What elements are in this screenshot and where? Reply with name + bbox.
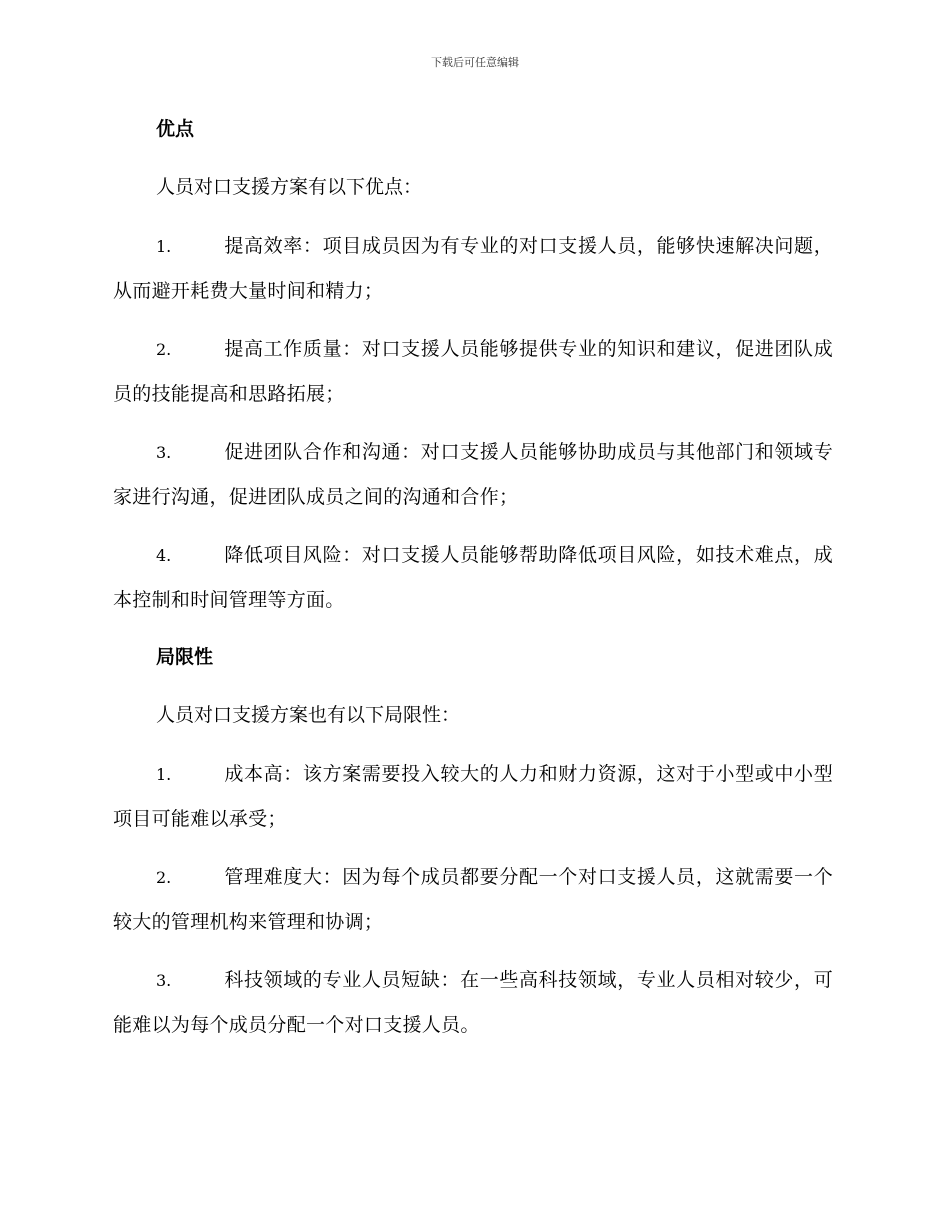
list-number: 3. (156, 971, 172, 990)
list-text: 降低项目风险：对口支援人员能够帮助降低项目风险，如技术难点，成本控制和时间管理等方面。 (113, 544, 833, 611)
list-number: 1. (156, 237, 172, 256)
list-number: 2. (156, 340, 172, 359)
list-text: 管理难度大：因为每个成员都要分配一个对口支援人员，这就需要一个较大的管理机构来管理和协调； (113, 866, 833, 933)
section-limitations (113, 636, 833, 1047)
section-intro: 人员对口支援方案也有以下局限性： (156, 704, 461, 726)
list-item (113, 224, 833, 313)
list-item (113, 327, 833, 416)
list-item (113, 855, 833, 944)
list-number: 4. (156, 546, 172, 565)
header-note: 下载后可任意编辑 (431, 56, 519, 69)
list-number: 3. (156, 443, 172, 462)
document-body (113, 108, 833, 1061)
list-text: 科技领域的专业人员短缺：在一些高科技领域，专业人员相对较少，可能难以为每个成员分配一个对口支援人员。 (113, 969, 833, 1036)
section-heading: 优点 (156, 118, 195, 140)
list-text: 提高工作质量：对口支援人员能够提供专业的知识和建议，促进团队成员的技能提高和思路拓展； (113, 338, 833, 405)
list-number: 2. (156, 868, 172, 887)
list-item (113, 430, 833, 519)
section-heading: 局限性 (156, 646, 214, 668)
list-item (113, 752, 833, 841)
list-number: 1. (156, 765, 172, 784)
list-text: 提高效率：项目成员因为有专业的对口支援人员，能够快速解决问题，从而避开耗费大量时间和精力； (113, 235, 833, 302)
section-intro: 人员对口支援方案有以下优点： (156, 176, 423, 198)
list-item (113, 533, 833, 622)
section-advantages (113, 108, 833, 622)
list-text: 促进团队合作和沟通：对口支援人员能够协助成员与其他部门和领域专家进行沟通，促进团队成员之间的沟通和合作； (113, 441, 833, 508)
list-text: 成本高：该方案需要投入较大的人力和财力资源，这对于小型或中小型项目可能难以承受； (113, 763, 833, 830)
list-item (113, 958, 833, 1047)
